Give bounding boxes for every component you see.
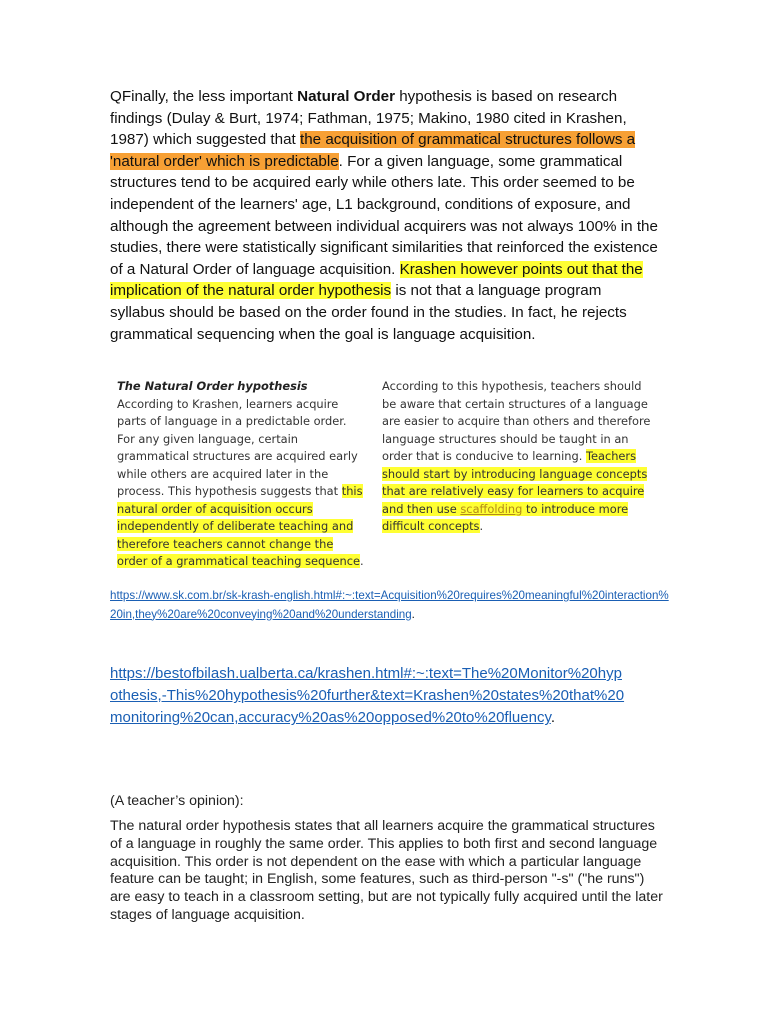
orange-highlight: the acquisition of grammatical structures follows a 'natural order' which is predictable bbox=[110, 131, 636, 170]
bestofbilash-link[interactable]: https://bestofbilash.ualberta.ca/krashen.html#:~:text=The%20Monitor%20hypothesis,-This%20hypothesis%20further&text=Krashen%20states%20that%20monitoring%20can,accuracy%20as%20opposed%20to%20fluency bbox=[110, 665, 625, 727]
excerpt-left-end: . bbox=[359, 554, 364, 568]
para1-bold-term: Natural Order bbox=[297, 88, 396, 105]
excerpt-right-text: According to this hypothesis, teachers should be aware that certain structures of a language are easier to acquire than others and therefore language structures should be taught in an order that is conducive to learning. bbox=[382, 379, 651, 463]
excerpt-right-highlight-2: to introduce more difficult concepts bbox=[382, 501, 629, 533]
reference-link-1-block bbox=[110, 587, 670, 624]
reference-link-2-block bbox=[110, 663, 630, 730]
embedded-excerpt-image bbox=[112, 378, 657, 586]
para1-text-2: hypothesis is based on research findings (Dulay & Burt, 1974; Fathman, 1975; Makino, 1980 cited in Krashen, 1987) which suggested that bbox=[110, 88, 627, 149]
excerpt-right-end: . bbox=[479, 519, 484, 533]
excerpt-left-highlight: this natural order of acquisition occurs independently of deliberate teaching and therefore teachers cannot change the order of a grammatical teaching sequence bbox=[117, 484, 363, 568]
link2-period: . bbox=[550, 709, 556, 727]
excerpt-right-column bbox=[382, 378, 652, 536]
excerpt-left-body bbox=[117, 396, 367, 571]
opinion-paragraph: The natural order hypothesis states that all learners acquire the grammatical structures of a language in roughly the same order. This applies to both first and second language acquisition. This order is not dependent on the ease with which a particular language feature can be taught; in English, some features, such as third-person "-s" ("he runs") are easy to teach in a classroom setting, but are not typically fully acquired until the later stages of language acquisition. bbox=[110, 818, 663, 923]
opinion-label: (A teacher’s opinion): bbox=[110, 793, 244, 809]
excerpt-right-highlight-1: Teachers should start by introducing language concepts that are relatively easy for learners to acquire and then use bbox=[382, 449, 648, 516]
para1-text-3: . For a given language, some grammatical structures tend to be acquired early while others late. This order seemed to be independent of the learners' age, L1 background, conditions of exposure, and although the agreement between individual acquirers was not always 100% in the studies, there were statistically significant similarities that reinforced the existence of a Natural Order of language acquisition. bbox=[110, 152, 658, 278]
paragraph-natural-order bbox=[110, 86, 658, 345]
para1-text-1: QFinally, the less important bbox=[110, 88, 298, 105]
sk-link[interactable]: https://www.sk.com.br/sk-krash-english.html#:~:text=Acquisition%20requires%20meaningful%20interaction%20in,they%20are%20conveying%20and%20understanding bbox=[110, 589, 669, 621]
excerpt-title: The Natural Order hypothesis bbox=[117, 379, 308, 393]
para1-text-4: is not that a language program syllabus should be based on the order found in the studies. In fact, he rejects grammatical sequencing when the goal is language acquisition. bbox=[110, 282, 627, 343]
scaffolding-link[interactable]: scaffolding bbox=[460, 501, 523, 516]
link1-period: . bbox=[411, 607, 415, 621]
excerpt-left-column bbox=[117, 378, 367, 571]
excerpt-left-text: According to Krashen, learners acquire parts of language in a predictable order. For any given language, certain grammatical structures are acquired early while others are acquired later in the process. This hypothesis suggests that bbox=[117, 396, 358, 498]
yellow-highlight: Krashen however points out that the implication of the natural order hypothesis bbox=[110, 260, 643, 300]
